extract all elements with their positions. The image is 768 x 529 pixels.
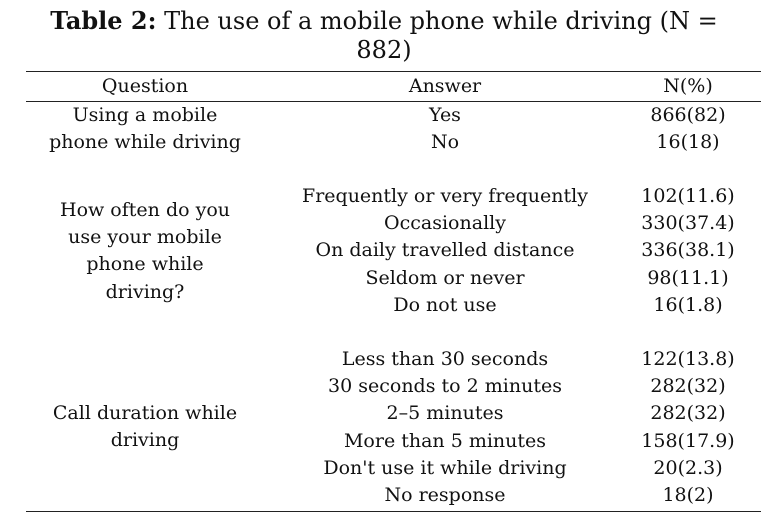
value-cell: 866(82) [650,104,726,126]
question-line: Using a mobile [72,104,218,126]
answer-cell: Less than 30 seconds [341,348,549,370]
value-cell: 122(13.8) [641,348,735,370]
section-2-values [618,183,758,319]
answer-cell: 2–5 minutes [386,402,504,425]
answer-cell: Don't use it while driving [323,456,567,479]
value-cell: 336(38.1) [641,239,735,262]
question-line: driving? [105,280,185,303]
header-answer: Answer [408,75,482,97]
value-cell: 98(11.1) [647,266,729,289]
section-2-question [26,197,264,306]
answer-cell: Yes [429,104,461,126]
header-n-percent: N(%) [663,75,713,97]
value-cell: 18(2) [662,483,714,506]
answer-cell: No [430,131,460,154]
answer-cell: No response [384,483,506,506]
section-3-answers [282,346,608,509]
caption-line-2: 882) [356,36,412,64]
section-1-values [618,102,758,156]
question-line: use your mobile [68,226,222,249]
value-cell: 330(37.4) [641,212,735,235]
answer-cell: Seldom or never [365,266,525,289]
answer-cell: On daily travelled distance [315,239,575,262]
question-line: phone while driving [49,131,241,154]
answer-cell: Frequently or very frequently [302,185,588,207]
section-2-answers [282,183,608,319]
section-1-question [26,102,264,156]
table-bottom-rule [26,511,761,512]
caption-title: The use of a mobile phone while driving (N = [164,7,718,35]
caption-label: Table 2: [50,6,157,35]
table-top-rule [26,71,761,72]
value-cell: 16(1.8) [653,293,723,316]
value-cell: 20(2.3) [653,456,723,479]
section-3-values [618,346,758,509]
value-cell: 158(17.9) [641,429,735,452]
value-cell: 16(18) [656,131,720,154]
value-cell: 102(11.6) [641,185,735,207]
section-3-question [26,400,264,454]
answer-cell: 30 seconds to 2 minutes [328,375,562,398]
caption-line-1 [0,6,768,36]
header-question: Question [101,75,189,97]
value-cell: 282(32) [650,375,726,398]
question-line: Call duration while [52,402,238,424]
answer-cell: More than 5 minutes [343,429,547,452]
question-line: phone while [86,253,204,276]
table-caption [0,6,768,65]
section-1-answers [282,102,608,156]
value-cell: 282(32) [650,402,726,425]
question-line: How often do you [60,199,230,221]
answer-cell: Occasionally [384,212,506,235]
answer-cell: Do not use [393,293,497,316]
question-line: driving [110,429,180,452]
